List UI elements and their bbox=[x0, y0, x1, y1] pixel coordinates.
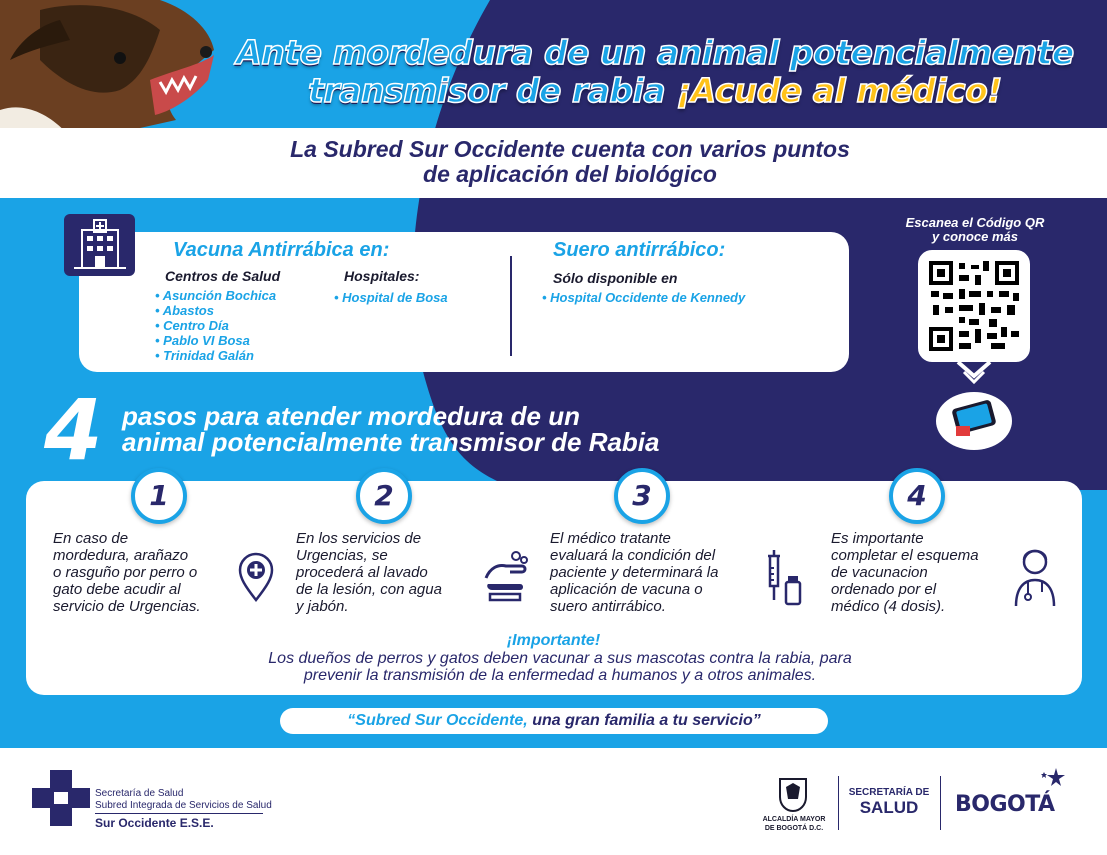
step-3-number: 3 bbox=[614, 468, 670, 524]
footer-bogota: BOGOTÁ bbox=[955, 792, 1055, 817]
step-line: En caso de bbox=[53, 530, 129, 547]
step-line: Urgencias, se bbox=[296, 547, 388, 564]
list-item: • Asunción Bochica bbox=[155, 288, 276, 303]
location-pin-icon bbox=[237, 552, 275, 602]
bogota-coat-of-arms-logo bbox=[776, 775, 810, 813]
serum-label: Sólo disponible en bbox=[553, 270, 678, 286]
step-line: aplicación de vacuna o bbox=[550, 581, 703, 598]
syringe-vial-icon bbox=[764, 548, 804, 606]
step-4-text bbox=[831, 530, 979, 615]
slogan bbox=[280, 708, 828, 734]
footer-line bbox=[95, 813, 263, 814]
vaccine-divider bbox=[510, 256, 512, 356]
star-icon bbox=[1040, 766, 1070, 790]
footer-alcaldia-1: ALCALDÍA MAYOR bbox=[762, 816, 826, 823]
hand-washing-icon bbox=[480, 548, 530, 604]
doctor-icon bbox=[1012, 544, 1058, 608]
step-line: médico (4 dosis). bbox=[831, 598, 946, 615]
centros-label: Centros de Salud bbox=[165, 268, 281, 284]
step-line: Es importante bbox=[831, 530, 924, 547]
step-4-number: 4 bbox=[889, 468, 945, 524]
steps-title bbox=[122, 403, 822, 455]
serum-list bbox=[542, 290, 745, 305]
subtitle-line-1: La Subred Sur Occidente cuenta con varios puntos bbox=[290, 136, 850, 162]
headline-line-2-text: transmisor de rabia bbox=[308, 71, 677, 110]
step-1-text bbox=[53, 530, 201, 615]
list-item: • Trinidad Galán bbox=[155, 348, 276, 363]
step-line: servicio de Urgencias. bbox=[53, 598, 201, 615]
step-2-number: 2 bbox=[356, 468, 412, 524]
qr-code[interactable] bbox=[918, 250, 1030, 362]
footer-secretaria-de: SECRETARÍA DE bbox=[848, 787, 930, 798]
footer-sur-occidente: Sur Occidente E.S.E. bbox=[95, 816, 214, 830]
step-line: suero antirrábico. bbox=[550, 598, 666, 615]
subtitle-line-2: de aplicación del biológico bbox=[423, 161, 717, 187]
step-line: de la lesión, con agua bbox=[296, 581, 442, 598]
qr-code-icon bbox=[929, 261, 1019, 351]
qr-caption bbox=[880, 216, 1070, 244]
important-line-2: prevenir la transmisión de la enfermedad a humanos y a otros animales. bbox=[303, 667, 817, 684]
slogan-part-1: “Subred Sur Occidente, bbox=[347, 712, 528, 729]
step-line: mordedura, arañazo bbox=[53, 547, 189, 564]
step-line: completar el esquema bbox=[831, 547, 979, 564]
list-item: • Hospital de Bosa bbox=[334, 290, 448, 305]
important-title: ¡Importante! bbox=[506, 632, 601, 649]
steps-title-line-1: pasos para atender mordedura de un bbox=[122, 401, 581, 431]
step-line: gato debe acudir al bbox=[53, 581, 181, 598]
important-text bbox=[190, 650, 930, 684]
step-line: o rasguño por perro o bbox=[53, 564, 198, 581]
step-line: En los servicios de bbox=[296, 530, 422, 547]
footer-separator bbox=[940, 776, 941, 830]
headline-line-2 bbox=[215, 72, 1095, 110]
serum-title: Suero antirrábico: bbox=[553, 239, 726, 261]
list-item: • Hospital Occidente de Kennedy bbox=[542, 290, 745, 305]
hospitales-label: Hospitales: bbox=[344, 268, 420, 284]
list-item: • Centro Día bbox=[155, 318, 276, 333]
step-line: evaluará la condición del bbox=[550, 547, 716, 564]
step-line: ordenado por el bbox=[831, 581, 937, 598]
step-line: paciente y determinará la bbox=[550, 564, 719, 581]
list-item: • Abastos bbox=[155, 303, 276, 318]
step-line: procederá al lavado bbox=[296, 564, 428, 581]
list-item: • Pablo VI Bosa bbox=[155, 333, 276, 348]
qr-caption-line-1: Escanea el Código QR bbox=[905, 215, 1045, 230]
main-headline bbox=[215, 34, 1095, 110]
headline-accent: ¡Acude al médico! bbox=[676, 71, 1002, 110]
footer-separator bbox=[838, 776, 839, 830]
centros-list bbox=[155, 288, 276, 363]
step-1-number: 1 bbox=[131, 468, 187, 524]
headline-line-1: Ante mordedura de un animal potencialmente bbox=[236, 33, 1074, 72]
step-line: El médico tratante bbox=[550, 530, 671, 547]
footer-alcaldia-2: DE BOGOTÁ D.C. bbox=[764, 825, 824, 832]
hospitales-list bbox=[334, 290, 448, 305]
important-line-1: Los dueños de perros y gatos deben vacunar a sus mascotas contra la rabia, para bbox=[268, 650, 852, 667]
subtitle bbox=[200, 137, 940, 187]
footer-subred: Subred Integrada de Servicios de Salud bbox=[95, 800, 272, 811]
slogan-part-2: una gran familia a tu servicio” bbox=[527, 712, 761, 729]
steps-number: 4 bbox=[44, 381, 103, 479]
subred-cross-logo bbox=[32, 770, 92, 826]
step-2-text bbox=[296, 530, 442, 615]
steps-title-line-2: animal potencialmente transmisor de Rabia bbox=[122, 427, 660, 457]
step-3-text bbox=[550, 530, 718, 615]
qr-caption-line-2: y conoce más bbox=[932, 229, 1018, 244]
chevron-down-icon bbox=[954, 358, 994, 388]
phone-scan-icon bbox=[936, 392, 1012, 450]
hospital-icon bbox=[64, 214, 135, 276]
step-line: de vacunacion bbox=[831, 564, 928, 581]
vaccine-title: Vacuna Antirrábica en: bbox=[173, 239, 390, 261]
step-line: y jabón. bbox=[296, 598, 349, 615]
footer-secretaria: Secretaría de Salud bbox=[95, 788, 184, 799]
footer-salud: SALUD bbox=[859, 798, 919, 817]
